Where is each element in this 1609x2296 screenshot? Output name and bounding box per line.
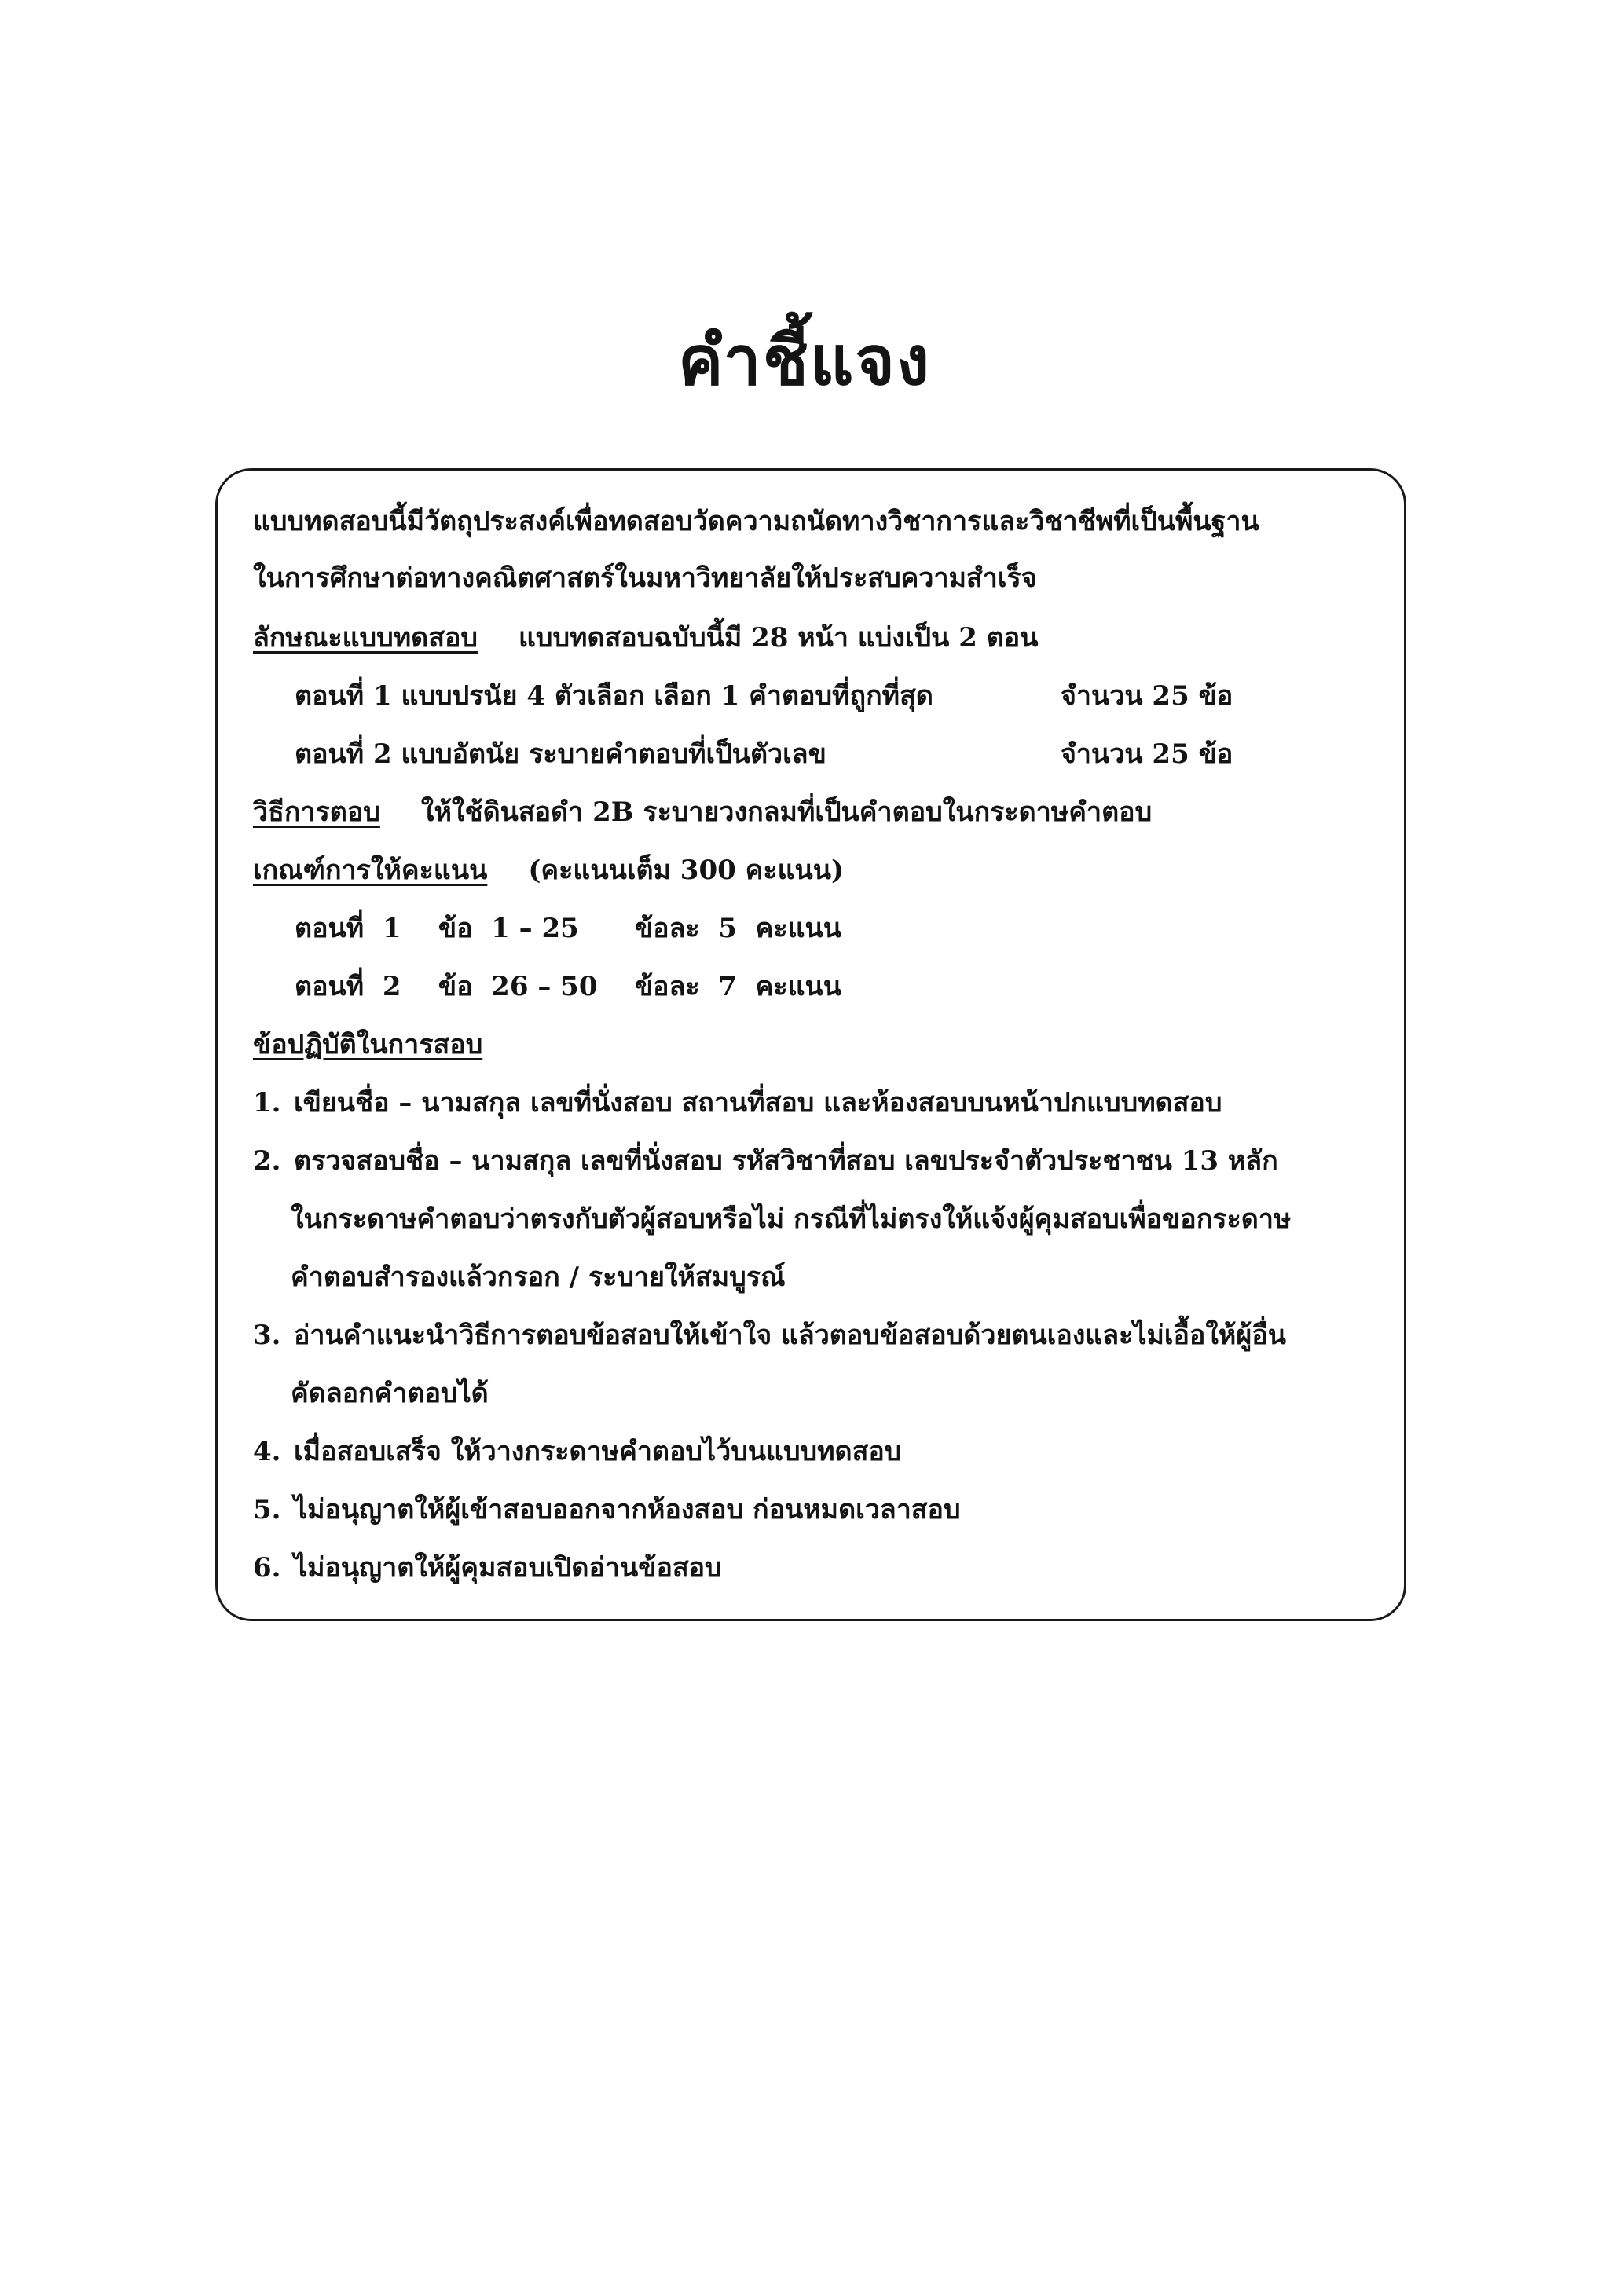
- rules-heading: ข้อปฏิบัติในการสอบ: [253, 1029, 483, 1060]
- rule-number: 3.: [253, 1320, 281, 1351]
- rule-number: 1.: [253, 1087, 281, 1119]
- rule-text: ตรวจสอบชื่อ – นามสกุล เลขที่นั่งสอบ รหัสวิชาที่สอบ เลขประจำตัวประชาชน 13 หลัก: [294, 1145, 1278, 1177]
- rule-number: 5.: [253, 1494, 281, 1525]
- rule-1: [253, 1084, 1222, 1122]
- scoring-row-2: ตอนที่ 2 ข้อ 26 – 50 ข้อละ 7 คะแนน: [295, 971, 841, 1002]
- rule-2-line-2: ในกระดาษคำตอบว่าตรงกับตัวผู้สอบหรือไม่ กรณีที่ไม่ตรงให้แจ้งผู้คุมสอบเพื่อขอกระดาษ: [291, 1203, 1292, 1235]
- rule-text: อ่านคำแนะนำวิธีการตอบข้อสอบให้เข้าใจ แล้วตอบข้อสอบด้วยตนเองและไม่เอื้อให้ผู้อื่น: [294, 1320, 1286, 1351]
- rule-text: ไม่อนุญาตให้ผู้เข้าสอบออกจากห้องสอบ ก่อนหมดเวลาสอบ: [294, 1494, 961, 1525]
- scan-mark: [1404, 613, 1406, 650]
- answer-method-heading: วิธีการตอบ: [253, 796, 380, 828]
- intro-line-2: ในการศึกษาต่อทางคณิตศาสตร์ในมหาวิทยาลัยให้ประสบความสำเร็จ: [253, 562, 1037, 594]
- rules-heading-row: [253, 1026, 482, 1064]
- part-2-label: ตอนที่ 2 แบบอัตนัย ระบายคำตอบที่เป็นตัวเลข: [295, 738, 826, 770]
- rule-5: [253, 1491, 961, 1529]
- format-heading: ลักษณะแบบทดสอบ: [253, 622, 478, 654]
- rule-text: เมื่อสอบเสร็จ ให้วางกระดาษคำตอบไว้บนแบบทดสอบ: [294, 1436, 902, 1467]
- rule-text: ไม่อนุญาตให้ผู้คุมสอบเปิดอ่านข้อสอบ: [294, 1552, 722, 1584]
- scoring-row-1: ตอนที่ 1 ข้อ 1 – 25 ข้อละ 5 คะแนน: [295, 913, 842, 944]
- rule-text: เขียนชื่อ – นามสกุล เลขที่นั่งสอบ สถานที่สอบ และห้องสอบบนหน้าปกแบบทดสอบ: [294, 1087, 1222, 1119]
- scoring-heading: เกณฑ์การให้คะแนน: [253, 855, 488, 886]
- rule-number: 2.: [253, 1145, 281, 1177]
- scoring-text: (คะแนนเต็ม 300 คะแนน): [528, 855, 845, 886]
- rule-4: [253, 1433, 901, 1470]
- scan-mark: [1404, 674, 1406, 721]
- rule-2-line-3: คำตอบสำรองแล้วกรอก / ระบายให้สมบูรณ์: [291, 1262, 786, 1293]
- rule-3: [253, 1316, 1286, 1354]
- answer-method-row: [253, 793, 1152, 831]
- answer-method-text: ให้ใช้ดินสอดำ 2B ระบายวงกลมที่เป็นคำตอบในกระดาษคำตอบ: [420, 796, 1153, 828]
- format-row: [253, 619, 1038, 657]
- rule-6: [253, 1549, 722, 1587]
- page-title: คำชี้แจง: [677, 322, 931, 401]
- part-2-count: จำนวน 25 ข้อ: [1061, 738, 1233, 770]
- rule-3-line-2: คัดลอกคำตอบได้: [291, 1378, 489, 1409]
- rule-number: 4.: [253, 1436, 281, 1467]
- format-text: แบบทดสอบฉบับนี้มี 28 หน้า แบ่งเป็น 2 ตอน: [518, 622, 1039, 654]
- scoring-row: [253, 851, 844, 889]
- rule-2: [253, 1142, 1278, 1180]
- part-1-label: ตอนที่ 1 แบบปรนัย 4 ตัวเลือก เลือก 1 คำตอบที่ถูกที่สุด: [295, 680, 933, 712]
- part-1-count: จำนวน 25 ข้อ: [1061, 680, 1233, 712]
- rule-number: 6.: [253, 1552, 281, 1584]
- intro-line-1: แบบทดสอบนี้มีวัตถุประสงค์เพื่อทดสอบวัดความถนัดทางวิชาการและวิชาชีพที่เป็นพื้นฐาน: [253, 506, 1259, 537]
